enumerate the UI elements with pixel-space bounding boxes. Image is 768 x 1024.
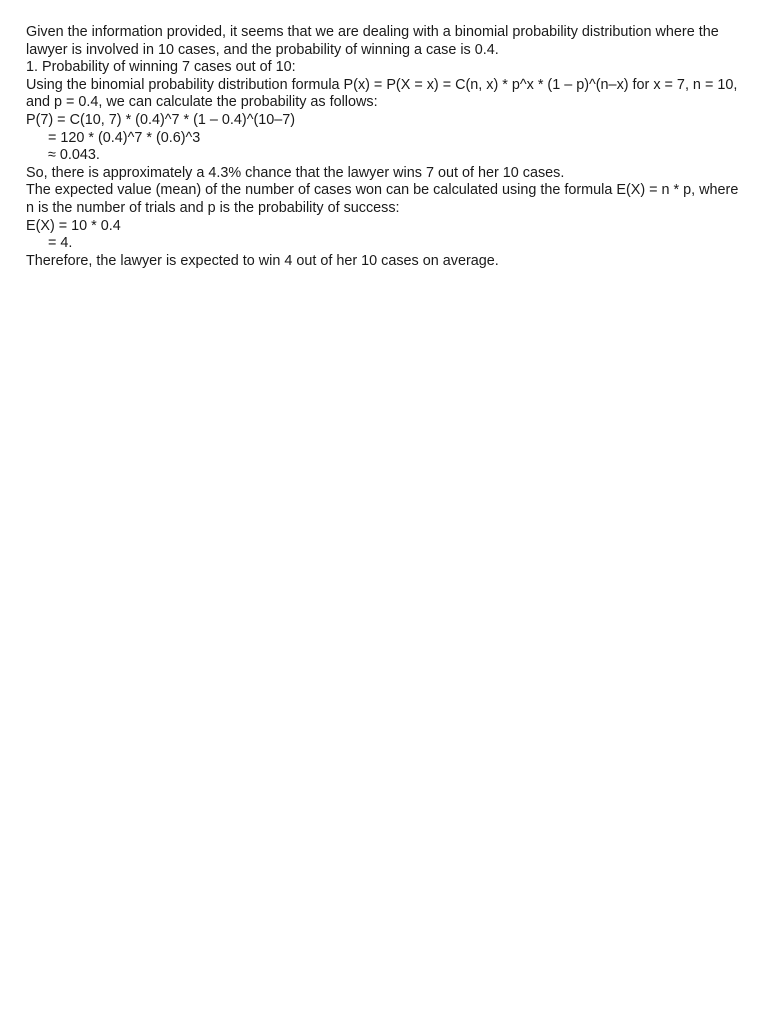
calculation-line: = 120 * (0.4)^7 * (0.6)^3 bbox=[48, 129, 201, 146]
conclusion-paragraph: So, there is approximately a 4.3% chance that the lawyer wins 7 out of her 10 cases. bbox=[26, 164, 565, 181]
formula-paragraph: Using the binomial probability distribution formula P(x) = P(X = x) = C(n, x) * p^x * (1 – p)^(n–x) for x = 7, n = 10, and p = 0.4, we can calculate the probability as follows: bbox=[26, 76, 742, 111]
section-heading: 1. Probability of winning 7 cases out of 10: bbox=[26, 59, 296, 76]
expected-value-result: = 4. bbox=[48, 235, 73, 252]
intro-paragraph: Given the information provided, it seems that we are dealing with a binomial probability distribution where the lawyer is involved in 10 cases, and the probability of winning a case is 0.4. bbox=[26, 24, 723, 58]
calculation-line: P(7) = C(10, 7) * (0.4)^7 * (1 – 0.4)^(10–7) bbox=[26, 111, 296, 128]
expected-value-paragraph: The expected value (mean) of the number of cases won can be calculated using the formula E(X) = n * p, where n is the number of trials and p is the probability of success: bbox=[26, 182, 743, 216]
expected-value-line: E(X) = 10 * 0.4 bbox=[26, 217, 121, 234]
final-conclusion: Therefore, the lawyer is expected to win 4 out of her 10 cases on average. bbox=[26, 252, 499, 269]
document-body bbox=[26, 24, 746, 270]
calculation-result: ≈ 0.043. bbox=[48, 147, 100, 164]
